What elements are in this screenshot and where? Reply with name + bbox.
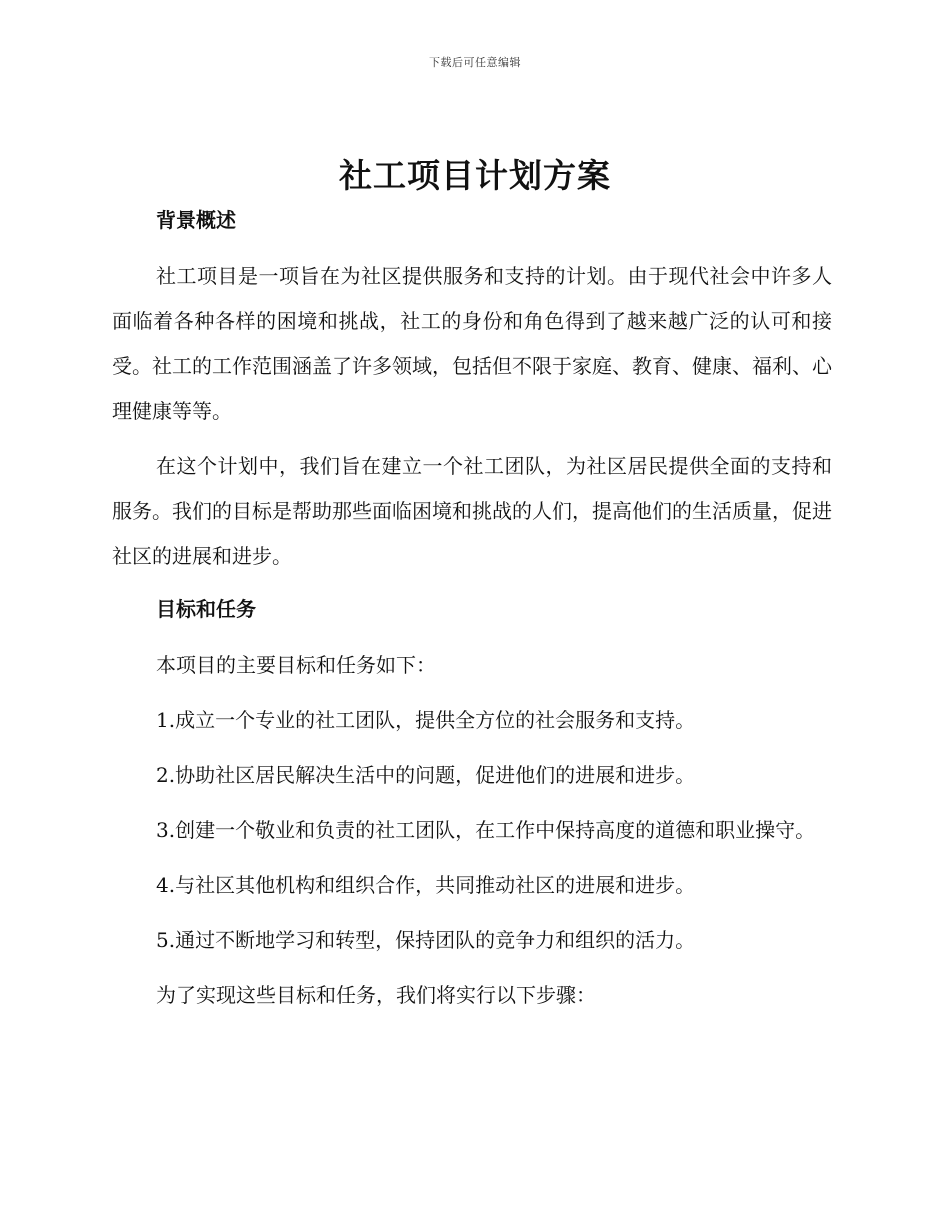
paragraph: 在这个计划中，我们旨在建立一个社工团队，为社区居民提供全面的支持和服务。我们的目标是帮助那些面临困境和挑战的人们，提高他们的生活质量，促进社区的进展和进步。	[112, 454, 832, 568]
section-heading-goals: 目标和任务	[156, 597, 256, 621]
paragraph: 本项目的主要目标和任务如下：	[156, 653, 436, 677]
list-item: 3.创建一个敬业和负责的社工团队，在工作中保持高度的道德和职业操守。	[156, 818, 816, 842]
paragraph: 社工项目是一项旨在为社区提供服务和支持的计划。由于现代社会中许多人面临着各种各样的困境和挑战，社工的身份和角色得到了越来越广泛的认可和接受。社工的工作范围涵盖了许多领域，包括但不限于家庭、教育、健康、福利、心理健康等等。	[112, 264, 832, 423]
paragraph: 为了实现这些目标和任务，我们将实行以下步骤：	[156, 983, 596, 1007]
section-heading-background: 背景概述	[156, 208, 236, 232]
list-item: 4.与社区其他机构和组织合作，共同推动社区的进展和进步。	[156, 873, 696, 897]
list-item: 5.通过不断地学习和转型，保持团队的竞争力和组织的活力。	[156, 928, 696, 952]
list-item: 1.成立一个专业的社工团队，提供全方位的社会服务和支持。	[156, 708, 696, 732]
page-title: 社工项目计划方案	[339, 156, 611, 195]
header-note: 下载后可任意编辑	[429, 56, 521, 69]
document-body	[112, 204, 832, 1018]
list-item: 2.协助社区居民解决生活中的问题，促进他们的进展和进步。	[156, 763, 696, 787]
